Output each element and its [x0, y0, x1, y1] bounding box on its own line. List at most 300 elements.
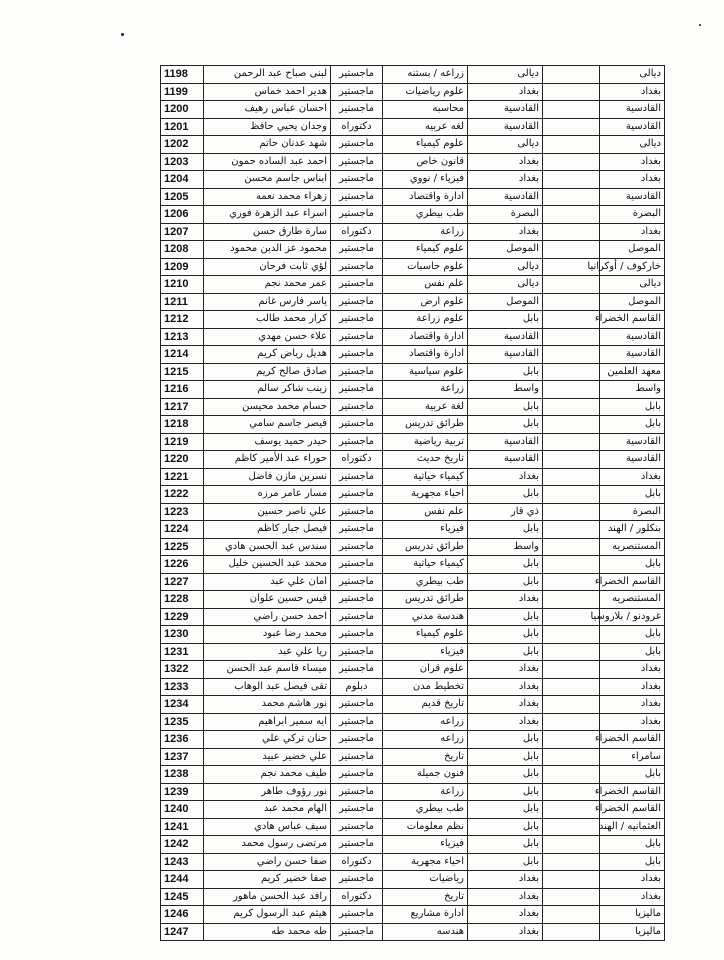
table-row [161, 836, 665, 854]
row-number: 1243 [161, 853, 204, 871]
row-name: حنان تركي علي [204, 731, 331, 749]
row-name: صفا خضير كريم [204, 871, 331, 889]
row-province: ديالى [468, 258, 543, 276]
row-blank [543, 538, 600, 556]
row-blank [543, 153, 600, 171]
table-row [161, 328, 665, 346]
row-blank [543, 783, 600, 801]
row-province: البصرة [468, 206, 543, 224]
row-name: مرتضى رسول محمد [204, 836, 331, 854]
row-specialization: زراعه [383, 713, 468, 731]
row-number: 1236 [161, 731, 204, 749]
row-number: 1201 [161, 118, 204, 136]
row-number: 1244 [161, 871, 204, 889]
table-row [161, 363, 665, 381]
row-name: تقى فيصل عبد الوهاب [204, 678, 331, 696]
row-specialization: لغه عربيه [383, 118, 468, 136]
row-institution: ديالى [600, 66, 665, 84]
row-degree: ماجستير [331, 626, 383, 644]
table-row [161, 398, 665, 416]
row-number: 1229 [161, 608, 204, 626]
table-row [161, 626, 665, 644]
row-blank [543, 556, 600, 574]
row-blank [543, 188, 600, 206]
row-institution: المستنصريه [600, 591, 665, 609]
row-degree: ماجستير [331, 643, 383, 661]
row-blank [543, 888, 600, 906]
row-institution: سامراء [600, 748, 665, 766]
table-row [161, 258, 665, 276]
row-blank [543, 206, 600, 224]
row-number: 1210 [161, 276, 204, 294]
row-degree: دكتوراه [331, 223, 383, 241]
row-degree: ماجستير [331, 311, 383, 329]
table-row [161, 661, 665, 679]
row-degree: ماجستير [331, 661, 383, 679]
row-blank [543, 923, 600, 941]
row-specialization: تاريخ [383, 748, 468, 766]
table-row [161, 468, 665, 486]
row-degree: ماجستير [331, 608, 383, 626]
row-name: رافد عبد الحسن ماهور [204, 888, 331, 906]
row-blank [543, 836, 600, 854]
row-province: بابل [468, 311, 543, 329]
row-institution: خاركوف / أوكرانيا [600, 258, 665, 276]
row-institution: بغداد [600, 83, 665, 101]
row-specialization: طرائق تدريس [383, 416, 468, 434]
row-degree: ماجستير [331, 328, 383, 346]
row-blank [543, 118, 600, 136]
row-blank [543, 101, 600, 119]
row-institution: بابل [600, 416, 665, 434]
row-degree: ماجستير [331, 83, 383, 101]
row-specialization: قانون خاص [383, 153, 468, 171]
row-blank [543, 451, 600, 469]
row-number: 1235 [161, 713, 204, 731]
row-degree: ماجستير [331, 276, 383, 294]
scan-speck [699, 24, 701, 26]
row-number: 1202 [161, 136, 204, 154]
row-province: بابل [468, 731, 543, 749]
row-institution: بابل [600, 836, 665, 854]
row-name: صادق صالح كريم [204, 363, 331, 381]
row-name: فيصل جبار كاظم [204, 521, 331, 539]
row-institution: بغداد [600, 696, 665, 714]
row-number: 1227 [161, 573, 204, 591]
row-name: سندس عبد الحسن هادي [204, 538, 331, 556]
row-name: احمد عبد الساده حمون [204, 153, 331, 171]
row-institution: بغداد [600, 171, 665, 189]
row-blank [543, 171, 600, 189]
row-blank [543, 713, 600, 731]
table-row [161, 311, 665, 329]
row-specialization: علم نفس [383, 503, 468, 521]
row-specialization: فيزياء [383, 521, 468, 539]
row-province: بغداد [468, 713, 543, 731]
row-province: بابل [468, 766, 543, 784]
row-institution: البصرة [600, 503, 665, 521]
records-table [160, 65, 665, 941]
row-degree: ماجستير [331, 433, 383, 451]
row-number: 1241 [161, 818, 204, 836]
table-row [161, 853, 665, 871]
row-province: واسط [468, 538, 543, 556]
row-province: بابل [468, 836, 543, 854]
table-row [161, 381, 665, 399]
row-number: 1233 [161, 678, 204, 696]
row-name: نور هاشم محمد [204, 696, 331, 714]
row-blank [543, 363, 600, 381]
row-number: 1215 [161, 363, 204, 381]
row-institution: بغداد [600, 468, 665, 486]
row-province: بابل [468, 783, 543, 801]
row-blank [543, 276, 600, 294]
row-specialization: ادارة واقتصاد [383, 328, 468, 346]
row-province: بابل [468, 801, 543, 819]
row-name: حيدر حميد يوسف [204, 433, 331, 451]
table-row [161, 801, 665, 819]
row-number: 1223 [161, 503, 204, 521]
row-institution: بابل [600, 556, 665, 574]
row-specialization: فيزياء [383, 836, 468, 854]
row-name: نور رؤوف طاهر [204, 783, 331, 801]
row-blank [543, 573, 600, 591]
row-institution: بغداد [600, 713, 665, 731]
row-blank [543, 503, 600, 521]
row-degree: ماجستير [331, 188, 383, 206]
row-blank [543, 83, 600, 101]
row-degree: ماجستير [331, 573, 383, 591]
row-name: نسرين مازن فاضل [204, 468, 331, 486]
row-blank [543, 416, 600, 434]
row-institution: بغداد [600, 153, 665, 171]
row-degree: ماجستير [331, 363, 383, 381]
row-degree: ماجستير [331, 836, 383, 854]
row-specialization: طب بيطري [383, 573, 468, 591]
row-blank [543, 293, 600, 311]
table-row [161, 783, 665, 801]
row-name: لبنى صباح عبد الرحمن [204, 66, 331, 84]
row-degree: ماجستير [331, 538, 383, 556]
row-name: الهام محمد عبد [204, 801, 331, 819]
row-blank [543, 223, 600, 241]
row-degree: ماجستير [331, 871, 383, 889]
row-number: 1213 [161, 328, 204, 346]
row-number: 1242 [161, 836, 204, 854]
row-institution: المستنصريه [600, 538, 665, 556]
row-number: 1230 [161, 626, 204, 644]
row-institution: واسط [600, 381, 665, 399]
row-province: بابل [468, 573, 543, 591]
row-province: بغداد [468, 696, 543, 714]
row-degree: ماجستير [331, 748, 383, 766]
row-province: القادسية [468, 451, 543, 469]
row-specialization: تاريخ قديم [383, 696, 468, 714]
row-number: 1240 [161, 801, 204, 819]
row-specialization: نظم معلومات [383, 818, 468, 836]
row-province: بابل [468, 608, 543, 626]
table-row [161, 573, 665, 591]
row-province: الموصل [468, 241, 543, 259]
row-institution: القادسية [600, 118, 665, 136]
row-province: بابل [468, 416, 543, 434]
row-blank [543, 801, 600, 819]
records-body [161, 66, 665, 941]
row-specialization: زراعة [383, 783, 468, 801]
row-degree: ماجستير [331, 101, 383, 119]
row-specialization: علوم رياضيات [383, 83, 468, 101]
row-number: 1322 [161, 661, 204, 679]
row-province: بغداد [468, 223, 543, 241]
row-name: مسار عامر مرزه [204, 486, 331, 504]
row-province: بغداد [468, 153, 543, 171]
row-specialization: لغة عربية [383, 398, 468, 416]
row-degree: ماجستير [331, 503, 383, 521]
row-number: 1209 [161, 258, 204, 276]
table-row [161, 136, 665, 154]
table-row [161, 433, 665, 451]
row-province: ديالى [468, 136, 543, 154]
row-specialization: علم نفس [383, 276, 468, 294]
row-province: بابل [468, 643, 543, 661]
scan-speck [121, 33, 124, 36]
row-blank [543, 486, 600, 504]
table-row [161, 503, 665, 521]
row-blank [543, 696, 600, 714]
row-number: 1245 [161, 888, 204, 906]
row-institution: بغداد [600, 888, 665, 906]
row-province: بغداد [468, 888, 543, 906]
row-blank [543, 381, 600, 399]
row-province: ديالى [468, 276, 543, 294]
row-province: بغداد [468, 906, 543, 924]
table-row [161, 556, 665, 574]
row-institution: بغداد [600, 678, 665, 696]
row-institution: القادسية [600, 451, 665, 469]
row-number: 1217 [161, 398, 204, 416]
row-name: صفا حسن راضي [204, 853, 331, 871]
table-row [161, 83, 665, 101]
row-blank [543, 311, 600, 329]
row-specialization: ادارة واقتصاد [383, 188, 468, 206]
row-blank [543, 398, 600, 416]
row-number: 1214 [161, 346, 204, 364]
row-province: ذي قار [468, 503, 543, 521]
table-row [161, 906, 665, 924]
row-blank [543, 433, 600, 451]
row-blank [543, 818, 600, 836]
row-degree: ماجستير [331, 486, 383, 504]
row-specialization: فنون جميلة [383, 766, 468, 784]
row-name: طيف محمد نجم [204, 766, 331, 784]
row-degree: ماجستير [331, 241, 383, 259]
table-row [161, 223, 665, 241]
row-specialization: علوم كيمياء [383, 136, 468, 154]
row-degree: ماجستير [331, 468, 383, 486]
row-name: علاء حسن مهدي [204, 328, 331, 346]
row-name: طه محمد طه [204, 923, 331, 941]
row-name: سارة طارق حسن [204, 223, 331, 241]
row-number: 1247 [161, 923, 204, 941]
row-province: بابل [468, 486, 543, 504]
row-degree: ماجستير [331, 731, 383, 749]
row-number: 1199 [161, 83, 204, 101]
row-name: شهد عدنان حاتم [204, 136, 331, 154]
row-name: ريا علي عبد [204, 643, 331, 661]
row-institution: ديالى [600, 136, 665, 154]
row-number: 1218 [161, 416, 204, 434]
row-name: وجدان يحيي حافظ [204, 118, 331, 136]
row-specialization: رياضيات [383, 871, 468, 889]
row-degree: ماجستير [331, 293, 383, 311]
row-province: بابل [468, 626, 543, 644]
row-number: 1220 [161, 451, 204, 469]
row-name: احمد حسن راضي [204, 608, 331, 626]
row-number: 1237 [161, 748, 204, 766]
row-province: القادسية [468, 328, 543, 346]
table-row [161, 818, 665, 836]
row-province: بابل [468, 748, 543, 766]
row-specialization: علوم قران [383, 661, 468, 679]
table-row [161, 591, 665, 609]
row-specialization: كيمياء حياتية [383, 468, 468, 486]
row-degree: ماجستير [331, 258, 383, 276]
row-name: سيف عباس هادي [204, 818, 331, 836]
table-row [161, 153, 665, 171]
row-institution: القادسية [600, 101, 665, 119]
row-specialization: زراعه [383, 731, 468, 749]
row-number: 1204 [161, 171, 204, 189]
row-province: ديالى [468, 66, 543, 84]
row-blank [543, 328, 600, 346]
row-institution: القادسية [600, 188, 665, 206]
row-degree: ماجستير [331, 206, 383, 224]
row-number: 1208 [161, 241, 204, 259]
row-blank [543, 731, 600, 749]
row-specialization: ادارة مشاريع [383, 906, 468, 924]
table-row [161, 678, 665, 696]
row-province: بابل [468, 363, 543, 381]
row-specialization: علوم كيمياء [383, 241, 468, 259]
row-name: هيثم عبد الرسول كريم [204, 906, 331, 924]
row-province: بغداد [468, 83, 543, 101]
table-row [161, 748, 665, 766]
row-degree: ماجستير [331, 398, 383, 416]
row-specialization: احياء مجهرية [383, 853, 468, 871]
row-province: بغداد [468, 661, 543, 679]
row-degree: ماجستير [331, 713, 383, 731]
row-name: حوراء عبد الأمير كاظم [204, 451, 331, 469]
row-institution: القادسية [600, 346, 665, 364]
row-institution: بابل [600, 398, 665, 416]
row-institution: بغداد [600, 661, 665, 679]
row-degree: ماجستير [331, 136, 383, 154]
table-row [161, 696, 665, 714]
table-row [161, 486, 665, 504]
row-institution: القاسم الخضراء [600, 311, 665, 329]
row-number: 1216 [161, 381, 204, 399]
row-specialization: محاسبه [383, 101, 468, 119]
row-specialization: طب بيطري [383, 801, 468, 819]
table-row [161, 766, 665, 784]
table-row [161, 713, 665, 731]
row-degree: ماجستير [331, 783, 383, 801]
row-specialization: هندسه [383, 923, 468, 941]
row-province: بغداد [468, 591, 543, 609]
row-name: امان علي عبد [204, 573, 331, 591]
row-province: القادسية [468, 433, 543, 451]
row-degree: ماجستير [331, 696, 383, 714]
row-specialization: علوم ارض [383, 293, 468, 311]
row-specialization: علوم سياسية [383, 363, 468, 381]
row-specialization: تربية رياضية [383, 433, 468, 451]
row-number: 1228 [161, 591, 204, 609]
table-row [161, 118, 665, 136]
table-row [161, 101, 665, 119]
row-specialization: فيزياء / نووي [383, 171, 468, 189]
row-specialization: تاريخ حديث [383, 451, 468, 469]
row-province: بغداد [468, 871, 543, 889]
row-blank [543, 66, 600, 84]
row-province: بغداد [468, 171, 543, 189]
row-degree: ماجستير [331, 556, 383, 574]
row-blank [543, 853, 600, 871]
row-blank [543, 136, 600, 154]
row-number: 1221 [161, 468, 204, 486]
table-row [161, 608, 665, 626]
row-specialization: ادارة واقتصاد [383, 346, 468, 364]
row-number: 1231 [161, 643, 204, 661]
row-name: ايه سمير ابراهيم [204, 713, 331, 731]
row-specialization: تخطيط مدن [383, 678, 468, 696]
row-number: 1219 [161, 433, 204, 451]
row-name: هديل رياض كريم [204, 346, 331, 364]
row-specialization: علوم حاسبات [383, 258, 468, 276]
row-number: 1246 [161, 906, 204, 924]
row-blank [543, 766, 600, 784]
row-specialization: طب بيطري [383, 206, 468, 224]
row-name: علي خضير عبيد [204, 748, 331, 766]
row-blank [543, 871, 600, 889]
row-province: بابل [468, 853, 543, 871]
row-number: 1226 [161, 556, 204, 574]
table-row [161, 871, 665, 889]
row-institution: البصرة [600, 206, 665, 224]
row-number: 1225 [161, 538, 204, 556]
row-degree: دكتوراه [331, 451, 383, 469]
row-province: القادسية [468, 188, 543, 206]
row-number: 1203 [161, 153, 204, 171]
row-institution: القاسم الخضراء [600, 783, 665, 801]
table-row [161, 171, 665, 189]
row-name: كرار محمد طالب [204, 311, 331, 329]
row-specialization: زراعة [383, 223, 468, 241]
table-row [161, 643, 665, 661]
row-province: بابل [468, 521, 543, 539]
row-specialization: علوم زراعة [383, 311, 468, 329]
row-name: ميساء قاسم عبد الحسن [204, 661, 331, 679]
table-row [161, 923, 665, 941]
row-specialization: تاريخ [383, 888, 468, 906]
row-specialization: فيزياء [383, 643, 468, 661]
row-number: 1224 [161, 521, 204, 539]
row-blank [543, 241, 600, 259]
row-institution: القاسم الخضراء [600, 573, 665, 591]
row-blank [543, 591, 600, 609]
row-name: ياسر فارس غانم [204, 293, 331, 311]
row-name: هدير احمد خماس [204, 83, 331, 101]
row-degree: ماجستير [331, 153, 383, 171]
